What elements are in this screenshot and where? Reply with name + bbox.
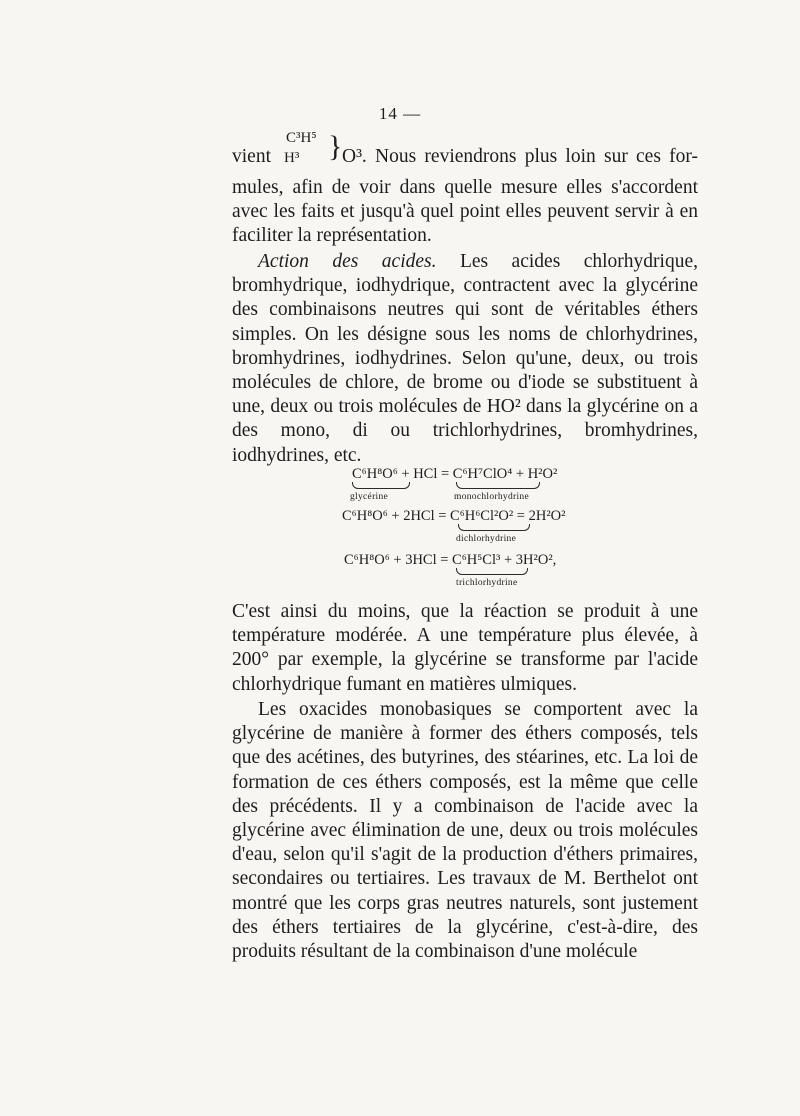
formula-numerator: C³H⁵: [286, 130, 317, 146]
section-heading: Action des acides.: [258, 251, 437, 272]
brace-monochlorhydrine: [456, 482, 540, 489]
oxacides-paragraph: Les oxacides monobasiques se comportent avec la glycérine de manière à former des éthers composés, tels que des acétines, des butyrines, des stéarines, etc. La loi de formation de ces éthers composés, est la même que celle des précédents. Il y a combinaison de l'acide avec la glycérine avec élimination de une, deux ou trois molécules d'eau, selon qu'il s'agit de la production d'éthers primaires, secondaires ou tertiaires. Les travaux de M. Berthelot ont montré que les corps gras neutres naturels, sont justement des éthers tertiaires de la glycérine, c'est-à-dire, des produits résultant de la combinaison d'une molécule: [232, 699, 698, 963]
acids-paragraph: [232, 250, 698, 468]
paragraph-oxacides: [232, 698, 698, 964]
label-monochlorhydrine: monochlorhydrine: [454, 492, 529, 502]
label-dichlorhydrine: dichlorhydrine: [456, 534, 517, 544]
label-glycerine: glycérine: [350, 492, 389, 502]
brace-trichlorhydrine: [456, 568, 528, 575]
label-trichlorhydrine: trichlorhydrine: [456, 578, 518, 588]
intro-rest: O³. Nous reviendrons plus loin sur ces for-: [342, 146, 698, 167]
section-acids: [232, 250, 698, 468]
brace-dichlorhydrine: [458, 524, 530, 531]
intro-paragraph: mules, afin de voir dans quelle mesure elles s'accordent avec les faits et jusqu'à quel point elles peuvent servir à en faciliter la représentation.: [232, 177, 698, 247]
formula-brace: }: [328, 130, 343, 163]
temperature-paragraph: C'est ainsi du moins, que la réaction se produit à une température modérée. A une température plus élevée, à 200° par exemple, la glycérine se transforme par l'acide chlorhydrique fumant en matières ulmiques.: [232, 601, 698, 695]
brace-glycerine: [352, 482, 410, 489]
paragraph-temperature: [232, 600, 698, 697]
formula-denominator: H³: [284, 150, 300, 166]
equation-2: C⁶H⁸O⁶ + 2HCl = C⁶H⁶Cl²O² = 2H²O²: [342, 508, 566, 524]
intro-continuation: [232, 176, 698, 249]
equation-1: C⁶H⁸O⁶ + HCl = C⁶H⁷ClO⁴ + H²O²: [352, 466, 558, 482]
page-number: 14 —: [378, 104, 422, 123]
acids-paragraph-text: Les acides chlorhydrique, bromhydrique, iodhydrique, contractent avec la glycérine des combinaisons neutres qui sont de véritables éthers simples. On les désigne sous les noms de chlorhydrines, bromhydrines, iodhydrines. Selon qu'une, deux, ou trois molécules de chlore, de brome ou d'iode se substituent à une, deux ou trois molécules de HO² dans la glycérine on a des mono, di ou trichlorhydrines, bromhydrines, iodhydrines, etc.: [232, 251, 698, 466]
equation-3: C⁶H⁸O⁶ + 3HCl = C⁶H⁵Cl³ + 3H²O²,: [344, 552, 557, 568]
intro-formula-line: [232, 128, 698, 178]
intro-word: vient: [232, 146, 271, 167]
